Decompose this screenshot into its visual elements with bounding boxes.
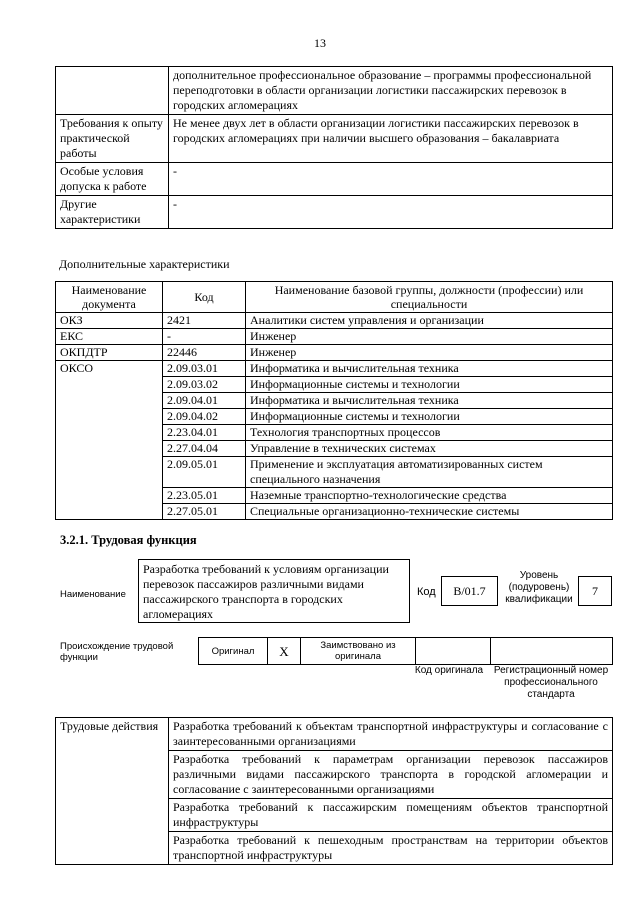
doc-cell: ОКПДТР <box>56 345 163 361</box>
name-cell: Специальные организационно-технические системы <box>246 504 613 520</box>
origin-label: Происхождение трудовой функции <box>60 641 174 663</box>
row-label <box>56 67 169 115</box>
name-cell: Инженер <box>246 345 613 361</box>
doc-cell: ОКСО <box>56 361 163 520</box>
actions-label: Трудовые действия <box>56 718 169 865</box>
reg-number-cell <box>491 638 613 665</box>
name-cell: Технология транспортных процессов <box>246 425 613 441</box>
code-cell: 2.09.03.02 <box>163 377 246 393</box>
doc-cell: ОКЗ <box>56 313 163 329</box>
table-row <box>56 345 613 361</box>
function-name-box: Разработка требований к условиям организации перевозок пассажиров различными видами пассажирского транспорта в городских агломерациях <box>138 559 410 623</box>
header-code: Код <box>163 282 246 313</box>
origin-table <box>198 637 613 665</box>
table-row <box>56 313 613 329</box>
code-cell: 2.09.03.01 <box>163 361 246 377</box>
row-value: Не менее двух лет в области организации логистики пассажирских перевозок в городских агломерациях при наличии высшего образования – бакалавриата <box>169 115 613 163</box>
original-mark: X <box>268 638 301 665</box>
name-cell: Управление в технических системах <box>246 441 613 457</box>
row-value: - <box>169 196 613 229</box>
qualification-level-label: Уровень (подуровень) квалификации <box>505 570 573 605</box>
action-item: Разработка требований к пешеходным пространствам на территории объектов транспортной инфраструктуры <box>169 832 613 865</box>
action-item: Разработка требований к объектам транспортной инфраструктуры и согласование с заинтересованными организациями <box>169 718 613 751</box>
action-item: Разработка требований к параметрам организации перевозок пассажиров различными видами пассажирского транспорта в городской агломерации и согласование с заинтересованными организациями <box>169 751 613 799</box>
table-header-row <box>56 282 613 313</box>
name-cell: Применение и эксплуатация автоматизированных систем специального назначения <box>246 457 613 488</box>
table-row <box>56 115 613 163</box>
additional-characteristics-table <box>55 281 613 520</box>
page-number: 13 <box>314 36 326 50</box>
code-cell: 2.27.05.01 <box>163 504 246 520</box>
code-cell: 2.09.04.02 <box>163 409 246 425</box>
reg-number-caption: Регистрационный номер профессионального стандарта <box>493 665 609 700</box>
name-cell: Информационные системы и технологии <box>246 377 613 393</box>
name-cell: Инженер <box>246 329 613 345</box>
original-label: Оригинал <box>199 638 268 665</box>
row-value: дополнительное профессиональное образование – программы профессиональной переподготовки в области организации логистики пассажирских перевозок в городских агломерациях <box>169 67 613 115</box>
table-row <box>56 718 613 751</box>
code-original-cell <box>416 638 491 665</box>
table-row <box>56 67 613 115</box>
code-cell: 2.09.05.01 <box>163 457 246 488</box>
doc-cell: ЕКС <box>56 329 163 345</box>
code-original-caption: Код оригинала <box>414 665 484 676</box>
function-code-label: Код <box>417 586 436 598</box>
row-value: - <box>169 163 613 196</box>
name-cell: Информатика и вычислительная техника <box>246 393 613 409</box>
code-cell: 22446 <box>163 345 246 361</box>
name-cell: Информатика и вычислительная техника <box>246 361 613 377</box>
section-title: 3.2.1. Трудовая функция <box>60 533 197 547</box>
code-cell: 2.27.04.04 <box>163 441 246 457</box>
code-cell: 2.09.04.01 <box>163 393 246 409</box>
code-cell: - <box>163 329 246 345</box>
function-name-label: Наименование <box>60 589 126 600</box>
row-label: Другие характеристики <box>56 196 169 229</box>
code-cell: 2.23.05.01 <box>163 488 246 504</box>
table-row <box>56 329 613 345</box>
table-row <box>56 361 613 377</box>
table-row <box>56 163 613 196</box>
qualification-level-box: 7 <box>578 576 612 606</box>
row-label: Особые условия допуска к работе <box>56 163 169 196</box>
labor-actions-table <box>55 717 613 865</box>
name-cell: Информационные системы и технологии <box>246 409 613 425</box>
code-cell: 2421 <box>163 313 246 329</box>
row-label: Требования к опыту практической работы <box>56 115 169 163</box>
code-cell: 2.23.04.01 <box>163 425 246 441</box>
header-name: Наименование базовой группы, должности (профессии) или специальности <box>246 282 613 313</box>
function-code-box: B/01.7 <box>441 576 498 606</box>
action-item: Разработка требований к пассажирским помещениям объектов транспортной инфраструктуры <box>169 799 613 832</box>
header-doc: Наименование документа <box>56 282 163 313</box>
table-row <box>199 638 613 665</box>
additional-characteristics-title: Дополнительные характеристики <box>59 257 230 271</box>
name-cell: Аналитики систем управления и организации <box>246 313 613 329</box>
table-row <box>56 196 613 229</box>
name-cell: Наземные транспортно-технологические средства <box>246 488 613 504</box>
qualification-requirements-table <box>55 66 613 229</box>
borrowed-label: Заимствовано из оригинала <box>301 638 416 665</box>
